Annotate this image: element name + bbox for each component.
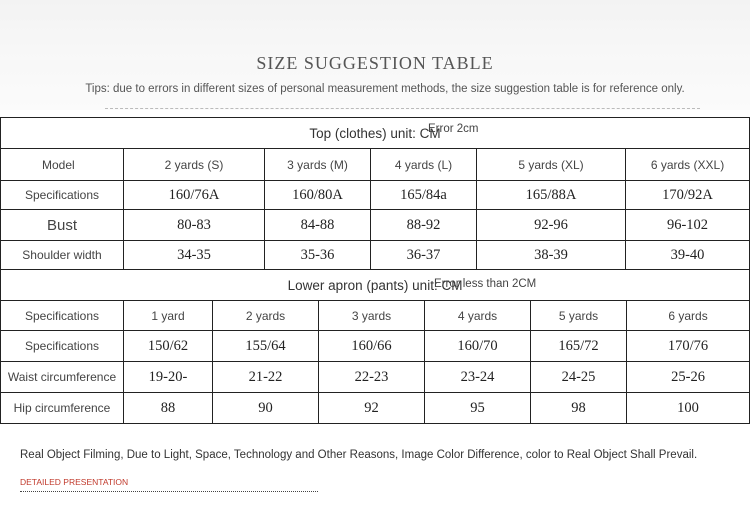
table-cell: 21-22 <box>213 362 319 393</box>
bottom-table-error: Error less than 2CM <box>434 278 537 290</box>
table-cell: 80-83 <box>124 210 265 241</box>
table-cell: 165/88A <box>477 181 626 210</box>
table-row <box>1 210 750 241</box>
header-banner <box>0 0 750 110</box>
table-row <box>1 149 750 181</box>
top-table-title: Top (clothes) unit: CM <box>309 125 441 141</box>
table-cell: 23-24 <box>425 362 531 393</box>
table-cell: 4 yards (L) <box>371 149 477 181</box>
table-cell: 34-35 <box>124 241 265 270</box>
table-cell: 165/72 <box>531 331 627 362</box>
table-cell: 4 yards <box>425 301 531 331</box>
page-title: SIZE SUGGESTION TABLE <box>256 53 494 73</box>
table-cell: 19-20- <box>124 362 213 393</box>
table-row <box>1 301 750 331</box>
table-cell: 170/92A <box>626 181 750 210</box>
dashed-divider <box>105 108 700 109</box>
row-label: Specifications <box>1 181 124 210</box>
table-row <box>1 331 750 362</box>
table-cell: 35-36 <box>265 241 371 270</box>
table-cell: 88 <box>124 393 213 424</box>
table-row <box>1 362 750 393</box>
dotted-divider <box>20 491 318 492</box>
table-cell: 5 yards <box>531 301 627 331</box>
table-cell: 170/76 <box>627 331 750 362</box>
row-label: Hip circumference <box>1 393 124 424</box>
tips-text: Tips: due to errors in different sizes of personal measurement methods, the size suggestion table is for reference only. <box>85 83 685 95</box>
table-cell: 25-26 <box>627 362 750 393</box>
table-cell: 6 yards <box>627 301 750 331</box>
row-label: Waist circumference <box>1 362 124 393</box>
table-cell: 22-23 <box>319 362 425 393</box>
table-cell: 5 yards (XL) <box>477 149 626 181</box>
row-label: Specifications <box>1 331 124 362</box>
table-cell: 95 <box>425 393 531 424</box>
table-cell: 160/76A <box>124 181 265 210</box>
table-cell: 88-92 <box>371 210 477 241</box>
table-cell: 6 yards (XXL) <box>626 149 750 181</box>
table-cell: 155/64 <box>213 331 319 362</box>
table-cell: 24-25 <box>531 362 627 393</box>
table-cell: 90 <box>213 393 319 424</box>
table-cell: 38-39 <box>477 241 626 270</box>
top-table-header <box>1 118 750 149</box>
table-row <box>1 393 750 424</box>
table-cell: 92 <box>319 393 425 424</box>
table-cell: 2 yards (S) <box>124 149 265 181</box>
table-cell: 3 yards (M) <box>265 149 371 181</box>
table-cell: 2 yards <box>213 301 319 331</box>
table-cell: 100 <box>627 393 750 424</box>
table-cell: 98 <box>531 393 627 424</box>
bottom-table-title: Lower apron (pants) unit: CM <box>287 277 463 293</box>
table-cell: 160/66 <box>319 331 425 362</box>
top-table-error: Error 2cm <box>428 123 479 135</box>
table-cell: 160/70 <box>425 331 531 362</box>
bottom-table-header <box>1 270 750 301</box>
table-cell: 84-88 <box>265 210 371 241</box>
row-label: Model <box>1 149 124 181</box>
top-size-table <box>0 117 750 270</box>
table-cell: 36-37 <box>371 241 477 270</box>
row-label: Bust <box>1 210 124 241</box>
table-cell: 150/62 <box>124 331 213 362</box>
table-cell: 3 yards <box>319 301 425 331</box>
table-cell: 39-40 <box>626 241 750 270</box>
row-label: Shoulder width <box>1 241 124 270</box>
table-row <box>1 241 750 270</box>
table-cell: 165/84a <box>371 181 477 210</box>
table-row <box>1 181 750 210</box>
detailed-presentation-label: DETAILED PRESENTATION <box>20 477 129 487</box>
table-cell: 96-102 <box>626 210 750 241</box>
table-cell: 92-96 <box>477 210 626 241</box>
table-cell: 160/80A <box>265 181 371 210</box>
bottom-size-table <box>0 269 750 424</box>
row-label: Specifications <box>1 301 124 331</box>
table-cell: 1 yard <box>124 301 213 331</box>
color-disclaimer: Real Object Filming, Due to Light, Space, Technology and Other Reasons, Image Color Difference, color to Real Object Shall Prevail. <box>20 449 698 461</box>
